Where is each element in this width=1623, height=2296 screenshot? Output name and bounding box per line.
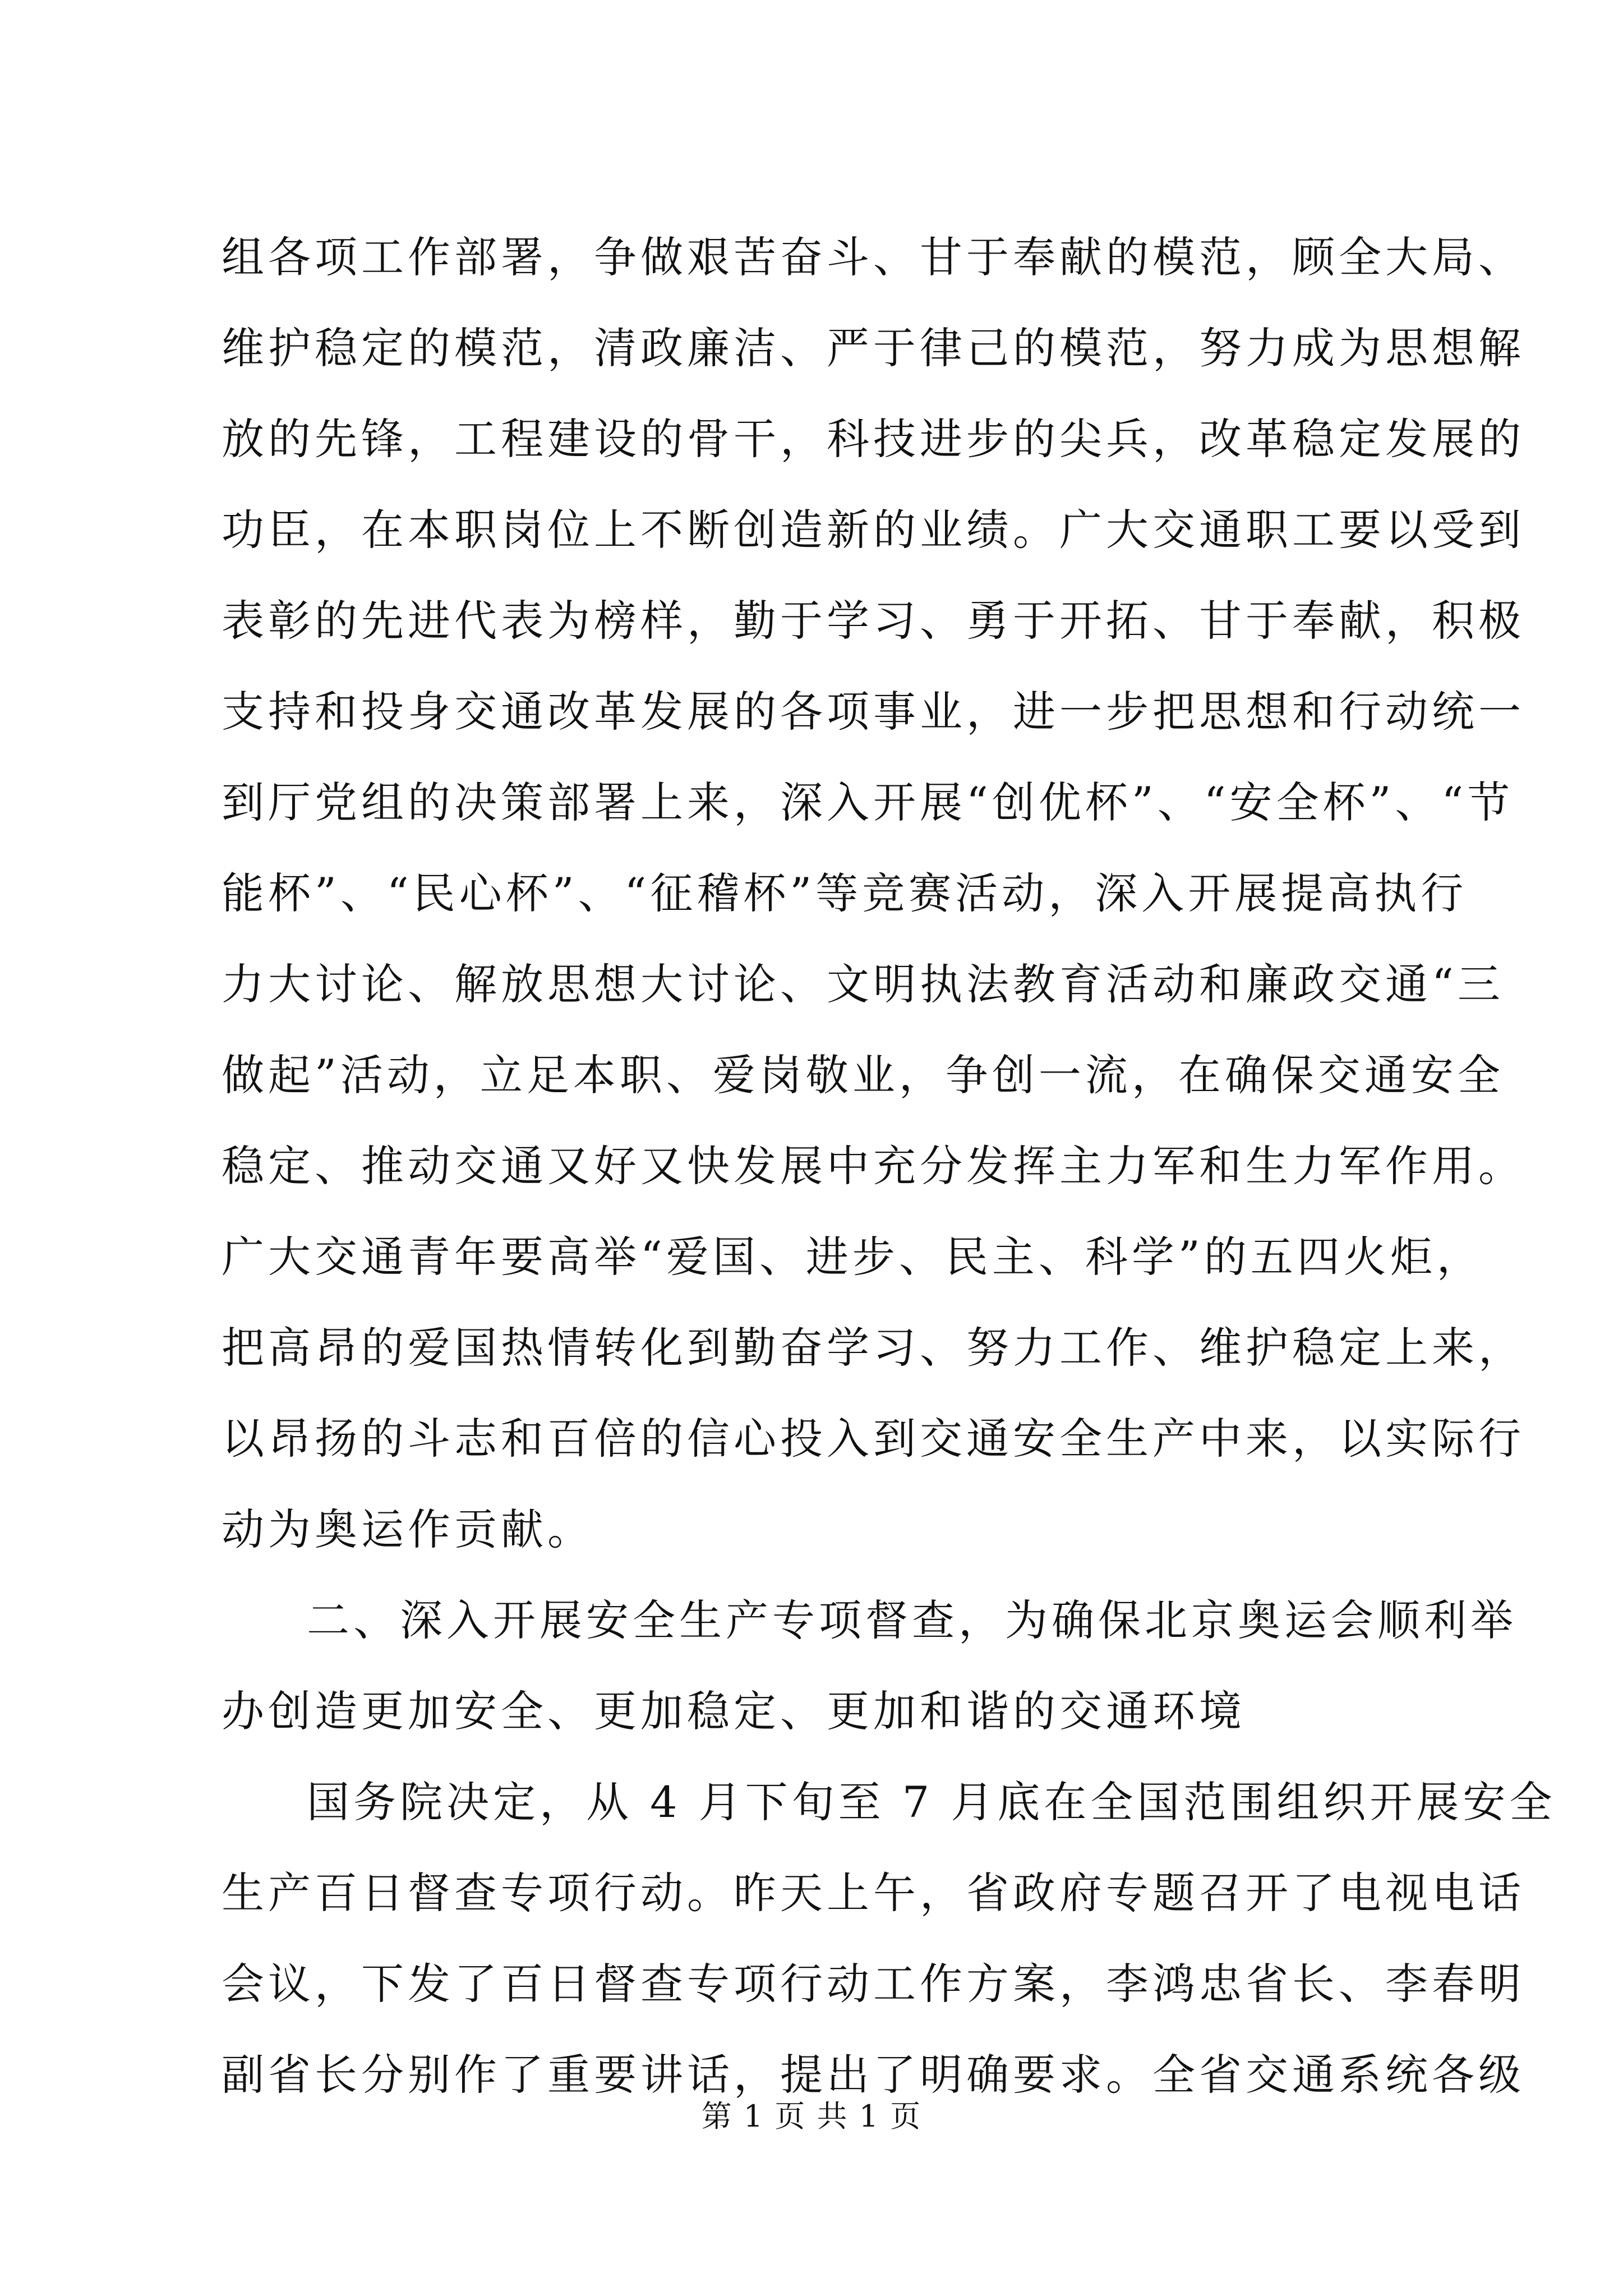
text-line: 会议，下发了百日督查专项行动工作方案，李鸿忠省长、李春明 xyxy=(222,1959,1525,2009)
text-line: 表彰的先进代表为榜样，勤于学习、勇于开拓、甘于奉献，积极 xyxy=(222,596,1525,646)
text-line: 生产百日督查专项行动。昨天上午，省政府专题召开了电视电话 xyxy=(222,1868,1525,1918)
text-line: 广大交通青年要高举“爱国、进步、民主、科学”的五四火炬， xyxy=(222,1232,1483,1282)
text-line: 功臣，在本职岗位上不断创造新的业绩。广大交通职工要以受到 xyxy=(222,505,1525,555)
section-heading-line: 二、深入开展安全生产专项督查，为确保北京奥运会顺利举 xyxy=(307,1595,1517,1645)
text-line: 组各项工作部署，争做艰苦奋斗、甘于奉献的模范，顾全大局、 xyxy=(222,232,1525,282)
text-line: 副省长分别作了重要讲话，提出了明确要求。全省交通系统各级 xyxy=(222,2050,1525,2100)
page-footer xyxy=(0,2094,1623,2139)
section-heading-line: 办创造更加安全、更加稳定、更加和谐的交通环境 xyxy=(222,1686,1246,1736)
text-line: 把高昂的爱国热情转化到勤奋学习、努力工作、维护稳定上来， xyxy=(222,1323,1525,1373)
page-number-label: 第 1 页 共 1 页 xyxy=(701,2099,922,2134)
text-line: 放的先锋，工程建设的骨干，科技进步的尖兵，改革稳定发展的 xyxy=(222,414,1525,464)
text-line: 做起”活动，立足本职、爱岗敬业，争创一流，在确保交通安全 xyxy=(222,1050,1504,1100)
text-line: 到厅党组的决策部署上来，深入开展“创优杯”、“安全杯”、“节 xyxy=(222,777,1514,827)
document-body xyxy=(222,212,1556,2120)
text-line: 稳定、推动交通又好又快发展中充分发挥主力军和生力军作用。 xyxy=(222,1141,1525,1191)
text-line: 维护稳定的模范，清政廉洁、严于律己的模范，努力成为思想解 xyxy=(222,323,1525,373)
text-line: 国务院决定，从 4 月下旬至 7 月底在全国范围组织开展安全 xyxy=(307,1777,1556,1827)
text-line: 能杯”、“民心杯”、“征稽杯”等竞赛活动，深入开展提高执行 xyxy=(222,868,1468,918)
text-line: 力大讨论、解放思想大讨论、文明执法教育活动和廉政交通“三 xyxy=(222,959,1504,1009)
text-line: 支持和投身交通改革发展的各项事业，进一步把思想和行动统一 xyxy=(222,687,1525,737)
text-line: 以昂扬的斗志和百倍的信心投入到交通安全生产中来，以实际行 xyxy=(222,1414,1525,1464)
text-line: 动为奥运作贡献。 xyxy=(222,1504,594,1554)
